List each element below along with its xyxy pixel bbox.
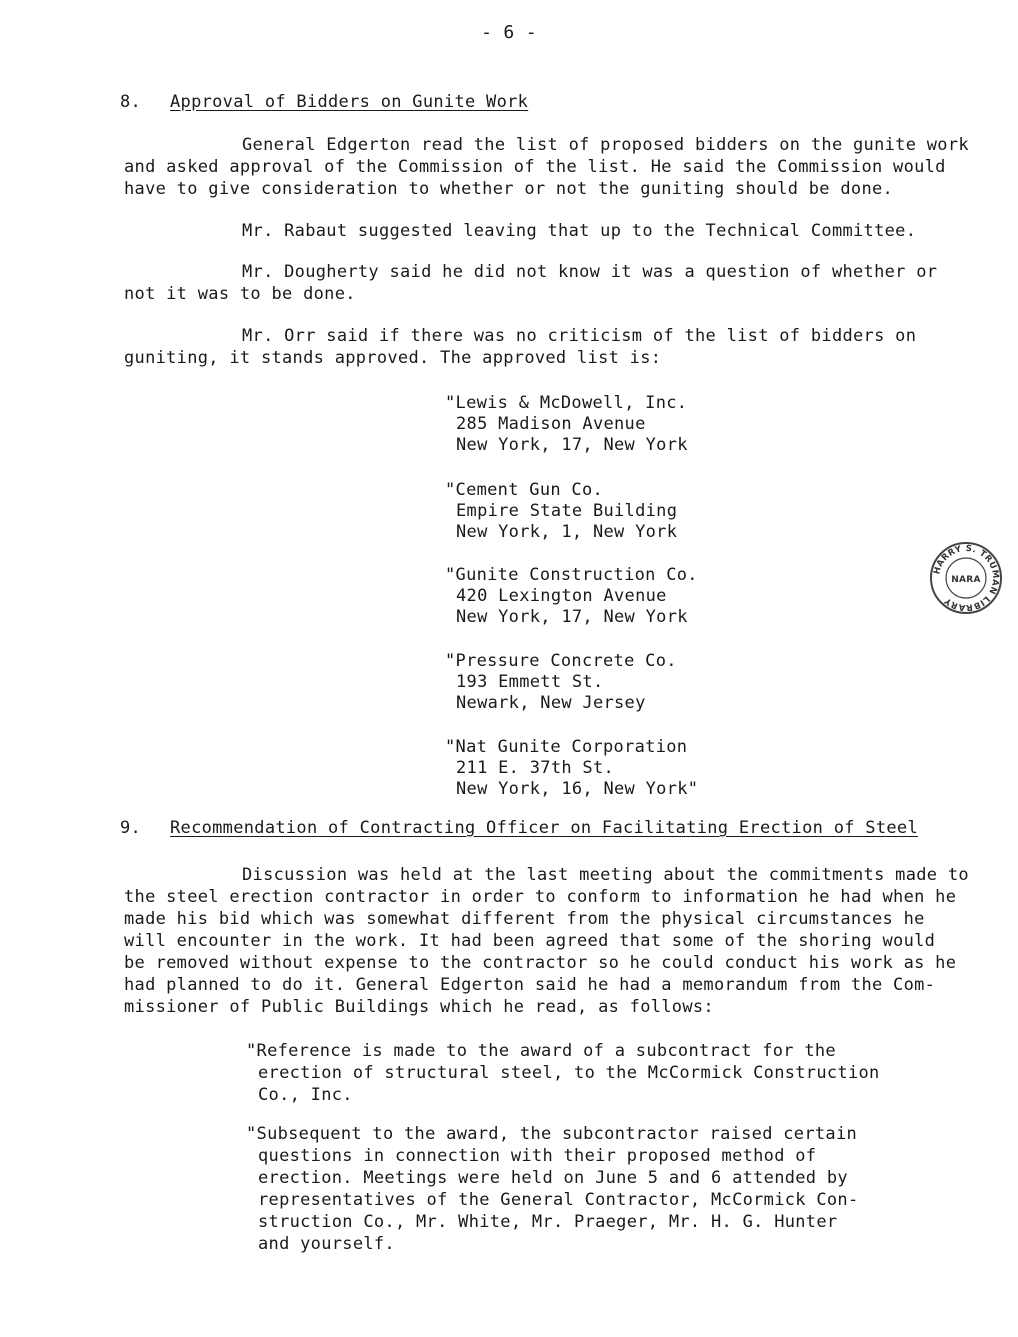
text-line: made his bid which was somewhat different from the physical circumstances he: [124, 909, 925, 929]
text-line: be removed without expense to the contractor so he could conduct his work as he: [124, 953, 957, 973]
address-block: [445, 480, 677, 543]
address-line: "Lewis & McDowell, Inc.: [445, 393, 688, 413]
quote-line: and yourself.: [258, 1234, 395, 1254]
paragraph: [124, 261, 969, 305]
truman-library-stamp: [928, 540, 1004, 616]
paragraph: [124, 864, 969, 1018]
text-line: had planned to do it. General Edgerton said he had a memorandum from the Com-: [124, 975, 936, 995]
text-line: Mr. Orr said if there was no criticism of the list of bidders on: [242, 326, 917, 346]
text-line: missioner of Public Buildings which he read, as follows:: [124, 997, 714, 1017]
text-line: will encounter in the work. It had been agreed that some of the shoring would: [124, 931, 936, 951]
address-block: [445, 565, 698, 628]
quote-line: questions in connection with their proposed method of: [258, 1146, 817, 1166]
section-title: Approval of Bidders on Gunite Work: [170, 92, 529, 112]
address-line: "Nat Gunite Corporation: [445, 737, 688, 757]
text-line: General Edgerton read the list of proposed bidders on the gunite work: [242, 135, 969, 155]
address-line: "Pressure Concrete Co.: [445, 651, 677, 671]
address-line: "Gunite Construction Co.: [445, 565, 698, 585]
text-line: Discussion was held at the last meeting about the commitments made to: [242, 865, 969, 885]
address-line: "Cement Gun Co.: [445, 480, 604, 500]
text-line: the steel erection contractor in order to conform to information he had when he: [124, 887, 957, 907]
text-line: Mr. Dougherty said he did not know it was a question of whether or: [242, 262, 938, 282]
address-block: [445, 651, 677, 714]
section-number: 9.: [120, 818, 142, 838]
address-line: Newark, New Jersey: [456, 693, 646, 713]
paragraph: [124, 134, 969, 200]
page-number: - 6 -: [481, 22, 537, 43]
section-number: 8.: [120, 92, 142, 112]
quote-block: [246, 1040, 880, 1106]
paragraph: [124, 325, 969, 369]
text-line: Mr. Rabaut suggested leaving that up to the Technical Committee.: [242, 221, 917, 241]
address-line: Empire State Building: [456, 501, 678, 521]
quote-block: [246, 1123, 859, 1255]
quote-line: erection. Meetings were held on June 5 and 6 attended by: [258, 1168, 848, 1188]
quote-line: "Reference is made to the award of a subcontract for the: [246, 1041, 836, 1061]
quote-line: struction Co., Mr. White, Mr. Praeger, Mr. H. G. Hunter: [258, 1212, 838, 1232]
address-line: New York, 16, New York": [456, 779, 699, 799]
text-line: and asked approval of the Commission of the list. He said the Commission would: [124, 157, 946, 177]
section-title: Recommendation of Contracting Officer on Facilitating Erection of Steel: [170, 818, 918, 838]
address-line: 211 E. 37th St.: [456, 758, 615, 778]
address-line: 420 Lexington Avenue: [456, 586, 667, 606]
text-line: guniting, it stands approved. The approved list is:: [124, 348, 662, 368]
svg-text:NARA: NARA: [951, 575, 981, 585]
svg-text:HARRY S. TRUMAN LIBRARY: HARRY S. TRUMAN LIBRARY: [932, 543, 1001, 613]
quote-line: erection of structural steel, to the McCormick Construction: [258, 1063, 880, 1083]
paragraph: [124, 220, 969, 242]
section-8-heading: [120, 92, 528, 112]
text-line: have to give consideration to whether or not the guniting should be done.: [124, 179, 894, 199]
address-line: New York, 1, New York: [456, 522, 678, 542]
address-line: 285 Madison Avenue: [456, 414, 646, 434]
quote-line: representatives of the General Contractor, McCormick Con-: [258, 1190, 859, 1210]
address-block: [445, 393, 688, 456]
address-line: 193 Emmett St.: [456, 672, 604, 692]
address-line: New York, 17, New York: [456, 607, 688, 627]
address-block: [445, 737, 698, 800]
address-line: New York, 17, New York: [456, 435, 688, 455]
quote-line: Co., Inc.: [258, 1085, 353, 1105]
quote-line: "Subsequent to the award, the subcontractor raised certain: [246, 1124, 858, 1144]
text-line: not it was to be done.: [124, 284, 356, 304]
section-9-heading: [120, 818, 918, 838]
